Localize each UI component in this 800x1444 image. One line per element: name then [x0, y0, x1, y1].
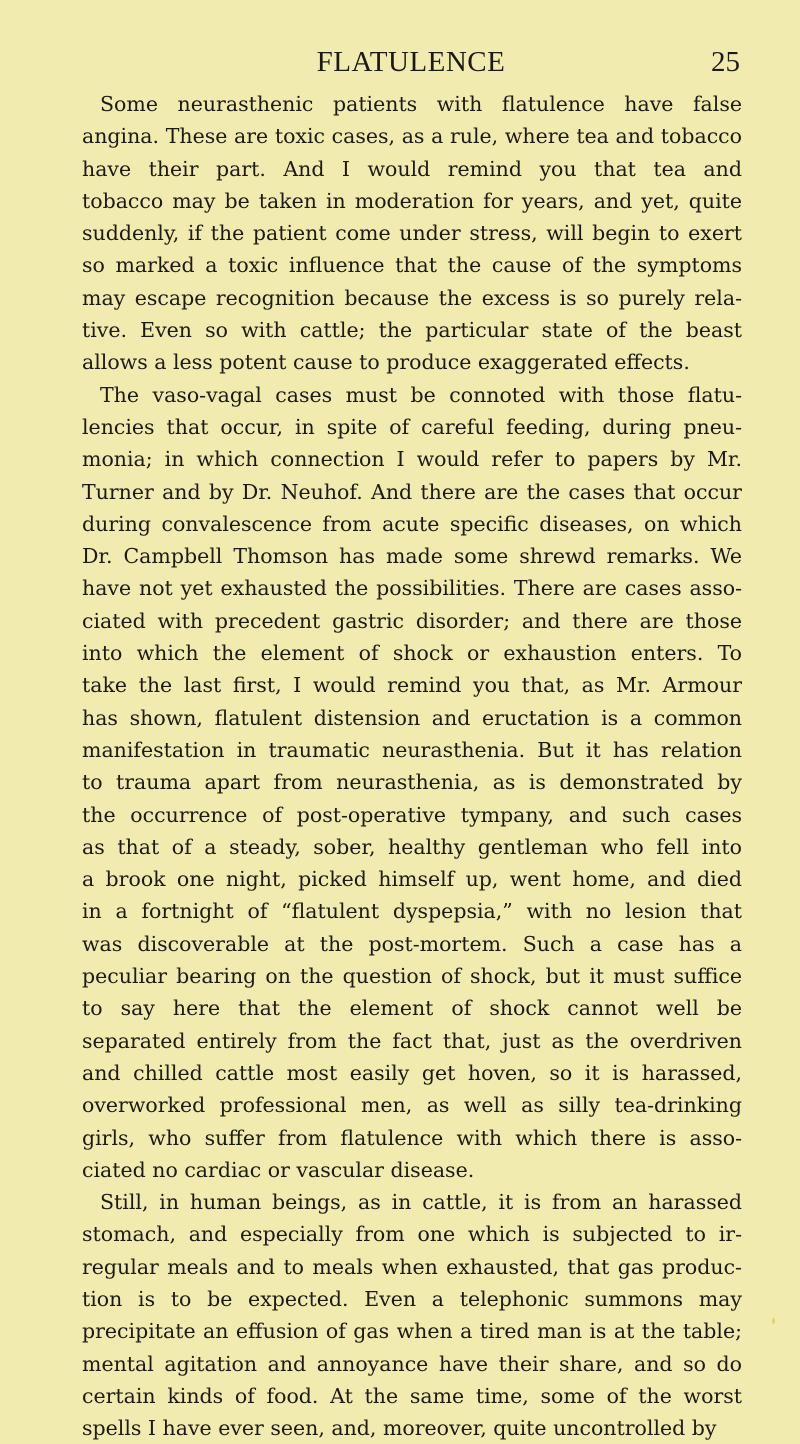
text-line: tive. Even so with cattle; the particular state of the beast: [82, 318, 742, 343]
text-line: a brook one night, picked himself up, went home, and died: [82, 867, 742, 892]
text-line: regular meals and to meals when exhausted, that gas produc-: [82, 1254, 742, 1279]
text-line: has shown, flatulent distension and eructation is a common: [82, 705, 742, 730]
body-text: [82, 88, 742, 1444]
text-line: tobacco may be taken in moderation for years, and yet, quite: [82, 188, 742, 213]
text-line: Still, in human beings, as in cattle, it is from an harassed: [100, 1190, 742, 1215]
text-line: allows a less potent cause to produce exaggerated effects.: [82, 350, 690, 375]
text-line: manifestation in traumatic neurasthenia. But it has relation: [82, 737, 742, 762]
text-line: ciated with precedent gastric disorder; and there are those: [82, 608, 742, 633]
text-line: The vaso-vagal cases must be connoted with those flatu-: [100, 382, 742, 407]
text-line: into which the element of shock or exhaustion enters. To: [82, 641, 742, 666]
text-line: the occurrence of post-operative tympany, and such cases: [82, 802, 742, 827]
running-head: [82, 44, 740, 80]
text-line: overworked professional men, as well as silly tea-drinking: [82, 1093, 742, 1118]
text-line: girls, who suffer from flatulence with which there is asso-: [82, 1125, 742, 1150]
text-line: angina. These are toxic cases, as a rule, where tea and tobacco: [82, 124, 742, 149]
text-line: have their part. And I would remind you that tea and: [82, 156, 742, 181]
text-line: to say here that the element of shock cannot well be: [82, 996, 742, 1021]
text-line: mental agitation and annoyance have their share, and so do: [82, 1351, 742, 1376]
text-line: Some neurasthenic patients with flatulence have false: [100, 92, 742, 116]
text-line: Dr. Campbell Thomson has made some shrewd remarks. We: [82, 544, 742, 569]
text-line: precipitate an effusion of gas when a tired man is at the table;: [82, 1319, 742, 1344]
text-line: during convalescence from acute specific diseases, on which: [82, 511, 742, 536]
text-line: so marked a toxic influence that the cause of the symptoms: [82, 253, 742, 278]
text-line: as that of a steady, sober, healthy gentleman who fell into: [82, 834, 742, 859]
text-line: peculiar bearing on the question of shock, but it must suffice: [82, 964, 742, 989]
text-line: ciated no cardiac or vascular disease.: [82, 1157, 475, 1182]
running-title: FLATULENCE: [316, 46, 506, 78]
text-line: and chilled cattle most easily get hoven, so it is harassed,: [82, 1060, 742, 1085]
text-line: Turner and by Dr. Neuhof. And there are the cases that occur: [82, 479, 742, 504]
text-line: stomach, and especially from one which is subjected to ir-: [82, 1222, 742, 1247]
text-line: have not yet exhausted the possibilities. There are cases asso-: [82, 576, 742, 601]
page-number: 25: [711, 46, 740, 78]
text-line: suddenly, if the patient come under stress, will begin to exert: [82, 221, 742, 246]
text-line: certain kinds of food. At the same time, some of the worst: [82, 1383, 742, 1408]
text-line: in a fortnight of “flatulent dyspepsia,” with no lesion that: [82, 899, 742, 924]
text-line: was discoverable at the post-mortem. Such a case has a: [82, 931, 742, 956]
text-line: to trauma apart from neurasthenia, as is demonstrated by: [82, 770, 742, 795]
text-line: take the last first, I would remind you that, as Mr. Armour: [82, 673, 742, 698]
paper-speck: [772, 1318, 775, 1324]
text-line: lencies that occur, in spite of careful feeding, during pneu-: [82, 414, 742, 439]
text-line: monia; in which connection I would refer to papers by Mr.: [82, 447, 742, 472]
text-line: tion is to be expected. Even a telephonic summons may: [82, 1286, 742, 1311]
text-line: may escape recognition because the excess is so purely rela-: [82, 285, 742, 310]
text-line: separated entirely from the fact that, just as the overdriven: [82, 1028, 742, 1053]
text-line: spells I have ever seen, and, moreover, quite uncontrolled by: [82, 1416, 717, 1441]
